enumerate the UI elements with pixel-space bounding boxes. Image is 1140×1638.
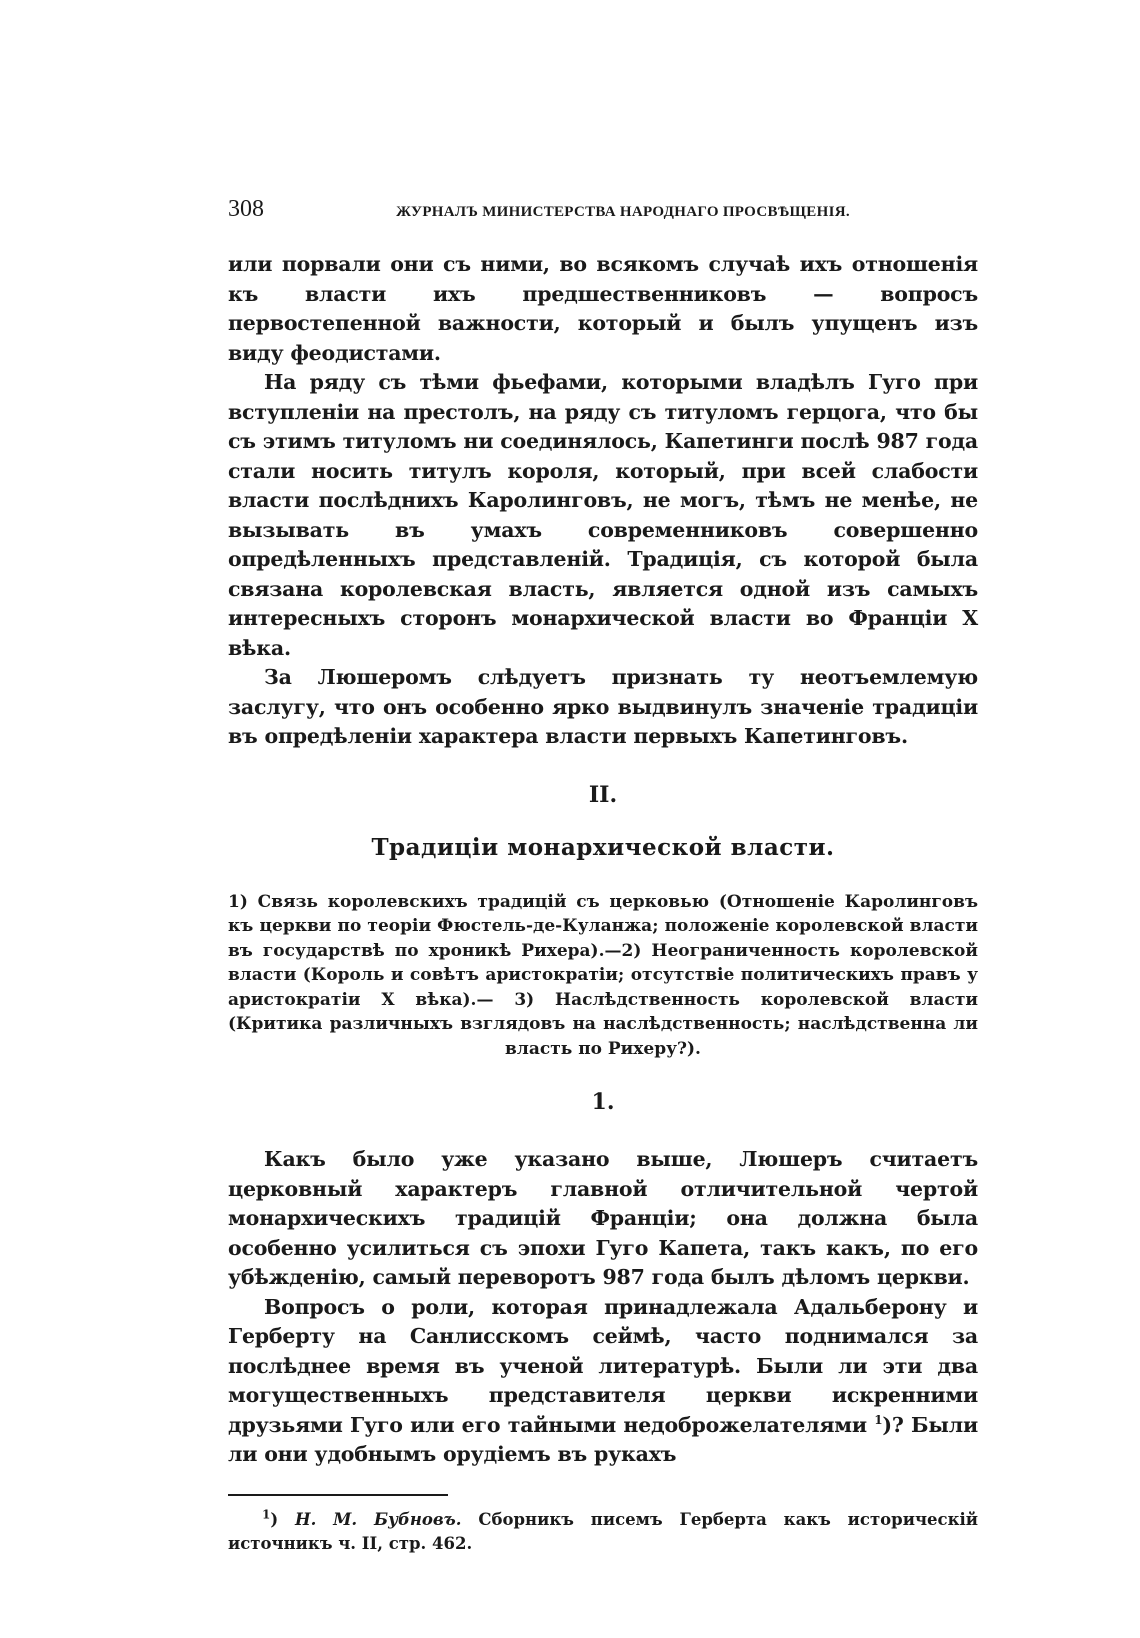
chapter-summary: 1) Связь королевскихъ традицій съ церковью (Отношеніе Каролинговъ къ церкви по теоріи Фюстель-де-Куланжа; положеніе королевской власти въ государствѣ по хроникѣ Рихера).—2) Неограниченность королевской власти (Король и совѣтъ аристократіи; отсутствіе политическихъ правъ у аристократіи X вѣка).— 3) Наслѣдственность королевской власти (Критика различныхъ взглядовъ на наслѣдственность; наслѣдственна ли власть по Рихеру?). xyxy=(228,891,978,1059)
section-paragraph-2-end: )? Были ли они удобнымъ орудіемъ въ рукахъ xyxy=(228,1412,978,1466)
intro-paragraph-3: За Люшеромъ слѣдуетъ признать ту неотъемлемую заслугу, что онъ особенно ярко выдвинулъ значеніе традиціи въ опредѣленіи характера власти первыхъ Капетинговъ. xyxy=(228,665,978,748)
section-paragraph-2-start: Вопросъ о роли, которая принадлежала Адальберону и Герберту на Санлисскомъ сеймѣ, часто поднимался за послѣднее время въ ученой литературѣ. Были ли эти два могущественныхъ представителя церкви искренними друзьями Гуго или его тайными недоброжелателями xyxy=(228,1294,978,1437)
page-number: 308 xyxy=(228,196,264,222)
intro-paragraph-1: или порвали они съ ними, во всякомъ случаѣ ихъ отношенія къ власти ихъ предшественниковъ — вопросъ первостепенной важности, который и былъ упущенъ изъ виду феодистами. xyxy=(228,252,978,365)
section-paragraph-2 xyxy=(228,1293,978,1470)
footnote: $^1$) Н. М. Бубновъ. Сборникъ писемъ Герберта какъ историческій источникъ ч. II, стр. 462. xyxy=(228,1507,978,1553)
footnote-author: Н. М. Бубновъ. xyxy=(295,1509,462,1529)
section-text xyxy=(228,1145,978,1470)
journal-title: ЖУРНАЛЪ МИНИСТЕРСТВА НАРОДНАГО ПРОСВѢЩЕНІЯ. xyxy=(396,204,850,220)
section-number: 1. xyxy=(591,1089,615,1115)
book-page xyxy=(228,196,978,1556)
footnote-divider xyxy=(228,1494,448,1496)
chapter-numeral: II. xyxy=(588,781,618,808)
footnote-marker: 1 xyxy=(262,1507,271,1521)
running-head xyxy=(228,196,978,236)
footnote-reference[interactable]: 1 xyxy=(874,1412,883,1427)
intro-text xyxy=(228,250,978,752)
intro-paragraph-2: На ряду съ тѣми фьефами, которыми владѣлъ Гуго при вступленіи на престолъ, на ряду съ титуломъ герцога, что бы съ этимъ титуломъ ни соединялось, Капетинги послѣ 987 года стали носить титулъ короля, который, при всей слабости власти послѣднихъ Каролинговъ, не могъ, тѣмъ не менѣе, не вызывать въ умахъ современниковъ совершенно опредѣленныхъ представленій. Традиція, съ которой была связана королевская власть, является одной изъ самыхъ интересныхъ сторонъ монархической власти во Франціи X вѣка. xyxy=(228,370,978,660)
footnote-text: Сборникъ писемъ Герберта какъ историческій источникъ ч. II, стр. 462. xyxy=(228,1509,978,1553)
section-paragraph-1: Какъ было уже указано выше, Люшеръ считаетъ церковный характеръ главной отличительной чертой монархическихъ традицій Франціи; она должна была особенно усилиться съ эпохи Гуго Капета, такъ какъ, по его убѣжденію, самый переворотъ 987 года былъ дѣломъ церкви. xyxy=(228,1147,978,1289)
chapter-title: Традиціи монархической власти. xyxy=(371,833,835,861)
